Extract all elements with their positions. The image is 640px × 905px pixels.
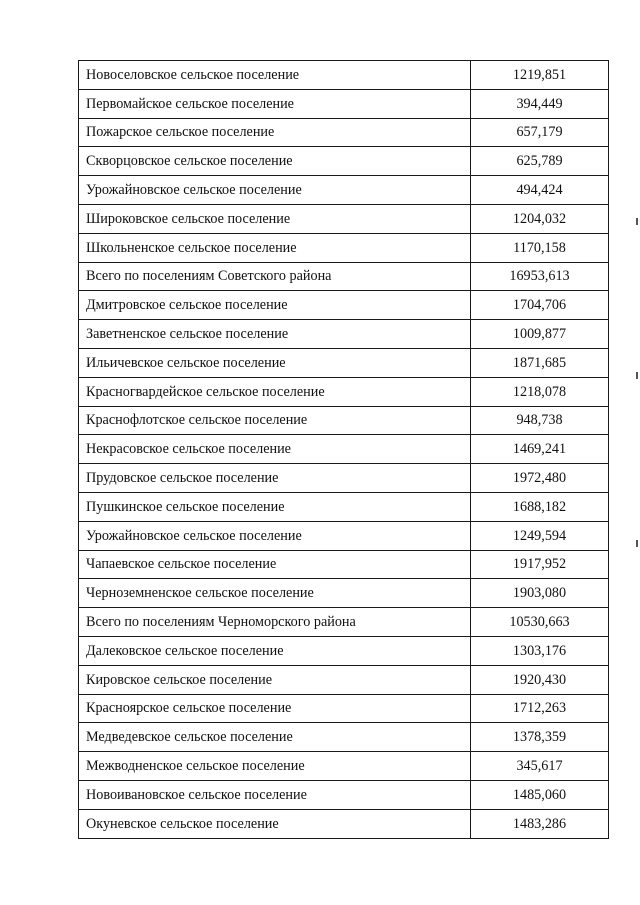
settlement-name: Пушкинское сельское поселение: [79, 492, 471, 521]
settlement-name: Медведевское сельское поселение: [79, 723, 471, 752]
subtotal-value: 10530,663: [471, 608, 609, 637]
settlement-name: Некрасовское сельское поселение: [79, 435, 471, 464]
settlement-name: Скворцовское сельское поселение: [79, 147, 471, 176]
settlement-value: 1704,706: [471, 291, 609, 320]
settlement-value: 1871,685: [471, 348, 609, 377]
settlement-name: Окуневское сельское поселение: [79, 809, 471, 838]
subtotal-value: 16953,613: [471, 262, 609, 291]
table-row: [79, 118, 609, 147]
table-row: [79, 291, 609, 320]
settlement-value: 625,789: [471, 147, 609, 176]
scan-artifact-mark: [636, 218, 638, 225]
settlement-name: Чапаевское сельское поселение: [79, 550, 471, 579]
settlement-name: Урожайновское сельское поселение: [79, 176, 471, 205]
table-row: [79, 61, 609, 90]
settlement-name: Красноярское сельское поселение: [79, 694, 471, 723]
table-row: [79, 780, 609, 809]
settlement-value: 1204,032: [471, 204, 609, 233]
settlement-name: Пожарское сельское поселение: [79, 118, 471, 147]
settlement-name: Школьненское сельское поселение: [79, 233, 471, 262]
subtotal-label: Всего по поселениям Черноморского района: [79, 608, 471, 637]
settlements-table: [78, 60, 609, 839]
settlement-value: 1249,594: [471, 521, 609, 550]
table-row: [79, 665, 609, 694]
table-row: [79, 550, 609, 579]
scan-artifact-mark: [636, 540, 638, 547]
table-row: [79, 89, 609, 118]
settlement-name: Ильичевское сельское поселение: [79, 348, 471, 377]
settlement-value: 1688,182: [471, 492, 609, 521]
settlement-name: Красногвардейское сельское поселение: [79, 377, 471, 406]
settlement-value: 1483,286: [471, 809, 609, 838]
table-row: [79, 348, 609, 377]
settlement-name: Новоивановское сельское поселение: [79, 780, 471, 809]
settlement-name: Кировское сельское поселение: [79, 665, 471, 694]
settlement-value: 345,617: [471, 752, 609, 781]
table-row: [79, 147, 609, 176]
table-row: [79, 809, 609, 838]
table-row: [79, 204, 609, 233]
settlement-value: 1378,359: [471, 723, 609, 752]
table-row: [79, 320, 609, 349]
settlement-name: Далековское сельское поселение: [79, 636, 471, 665]
settlement-value: 1469,241: [471, 435, 609, 464]
settlement-name: Широковское сельское поселение: [79, 204, 471, 233]
scan-artifact-mark: [636, 372, 638, 379]
subtotal-row: [79, 262, 609, 291]
table-row: [79, 752, 609, 781]
settlement-value: 1303,176: [471, 636, 609, 665]
settlement-name: Межводненское сельское поселение: [79, 752, 471, 781]
settlement-value: 1170,158: [471, 233, 609, 262]
table-body: [79, 61, 609, 839]
settlement-value: 948,738: [471, 406, 609, 435]
table-row: [79, 233, 609, 262]
table-row: [79, 176, 609, 205]
settlement-name: Краснофлотское сельское поселение: [79, 406, 471, 435]
settlement-value: 494,424: [471, 176, 609, 205]
table-row: [79, 464, 609, 493]
table-row: [79, 406, 609, 435]
settlement-name: Новоселовское сельское поселение: [79, 61, 471, 90]
settlement-value: 1903,080: [471, 579, 609, 608]
settlement-value: 1972,480: [471, 464, 609, 493]
table-row: [79, 377, 609, 406]
table-row: [79, 521, 609, 550]
settlement-value: 1219,851: [471, 61, 609, 90]
settlement-name: Урожайновское сельское поселение: [79, 521, 471, 550]
table-row: [79, 636, 609, 665]
settlement-value: 394,449: [471, 89, 609, 118]
table-row: [79, 723, 609, 752]
subtotal-row: [79, 608, 609, 637]
settlement-value: 1009,877: [471, 320, 609, 349]
table-row: [79, 579, 609, 608]
settlement-name: Первомайское сельское поселение: [79, 89, 471, 118]
subtotal-label: Всего по поселениям Советского района: [79, 262, 471, 291]
settlement-name: Прудовское сельское поселение: [79, 464, 471, 493]
settlement-value: 1917,952: [471, 550, 609, 579]
settlement-value: 1712,263: [471, 694, 609, 723]
settlement-value: 1218,078: [471, 377, 609, 406]
settlement-value: 1485,060: [471, 780, 609, 809]
settlement-name: Черноземненское сельское поселение: [79, 579, 471, 608]
table-row: [79, 492, 609, 521]
settlement-value: 657,179: [471, 118, 609, 147]
settlement-value: 1920,430: [471, 665, 609, 694]
settlement-name: Заветненское сельское поселение: [79, 320, 471, 349]
settlement-name: Дмитровское сельское поселение: [79, 291, 471, 320]
table-row: [79, 435, 609, 464]
table-row: [79, 694, 609, 723]
